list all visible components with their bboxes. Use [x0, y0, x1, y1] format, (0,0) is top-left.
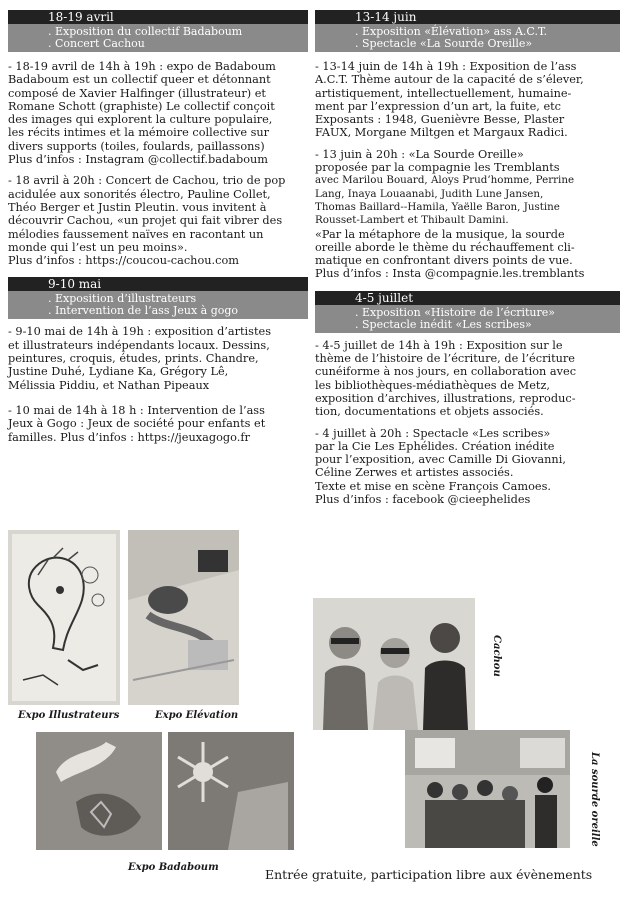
text-line: mélodies faussement naïves en racontant un — [8, 227, 264, 241]
left-column — [8, 10, 308, 444]
subtitle-bar-juillet — [315, 305, 620, 333]
subtitle-line: . Exposition du collectif Badaboum — [48, 25, 243, 38]
subtitle-line: . Intervention de l’ass Jeux à gogo — [48, 304, 239, 318]
text-line: cunéiforme à nos jours, en collaboration avec — [315, 365, 577, 379]
text-line: composé de Xavier Halfinger (illustrateur) et — [8, 86, 266, 100]
text-line: tion, documentations et objets associés. — [315, 405, 544, 419]
event-text-juin — [315, 60, 620, 281]
text-line: Justine Duhé, Lydiane Ka, Grégory Lê, — [8, 365, 229, 379]
subtitle-line: . Spectacle «La Sourde Oreille» — [355, 37, 533, 50]
text-line: artistiquement, intellectuellement, humaine- — [315, 86, 572, 100]
text-line: Romane Schott (graphiste) Le collectif conçoit — [8, 99, 275, 113]
text-line: proposée par la compagnie les Tremblants — [315, 161, 560, 175]
subtitle-line: . Exposition «Histoire de l’écriture» — [355, 305, 556, 319]
text-line: - 18-19 avril de 14h à 19h : expo de Badaboum — [8, 60, 276, 73]
text-line: monde qui l’est un peu moins». — [8, 240, 188, 254]
subtitle-bar-avril — [8, 24, 308, 52]
subtitle-bar-mai — [8, 291, 308, 319]
event-text-avril — [8, 60, 308, 267]
text-line: et illustrateurs indépendants locaux. Dessins, — [8, 338, 270, 352]
event-text-juillet — [315, 339, 620, 507]
photo-expo-elevation — [128, 530, 239, 705]
subtitle-bar-juin — [315, 24, 620, 52]
text-line: Exposants : 1948, Guenièvre Besse, Plaster — [315, 113, 565, 127]
text-line: - 18 avril à 20h : Concert de Cachou, trio de pop — [8, 174, 286, 188]
text-line: Plus d’infos : Insta @compagnie.les.tremblants — [315, 267, 585, 281]
date-bar-juillet: 4-5 juillet — [315, 291, 620, 305]
text-line: oreille aborde le thème du réchauffement cli- — [315, 240, 575, 254]
text-line: découvrir Cachou, «un projet qui fait vibrer des — [8, 214, 283, 228]
text-line: Badaboum est un collectif queer et détonnant — [8, 73, 271, 87]
caption-la-sourde-oreille: La sourde oreille — [589, 752, 600, 847]
text-line: Jeux à Gogo : Jeux de société pour enfants et — [8, 417, 266, 431]
text-line: FAUX, Morgane Miltgen et Margaux Radici. — [315, 126, 568, 140]
photo-expo-badaboum-1 — [36, 732, 162, 850]
text-line: Plus d’infos : facebook @cieephelides — [315, 493, 531, 507]
text-line: - 13-14 juin de 14h à 19h : Exposition de l’ass — [315, 60, 577, 73]
photo-cachou — [313, 598, 475, 730]
text-line: matique en confrontant divers points de vue. — [315, 254, 573, 268]
text-line: A.C.T. Thème autour de la capacité de s’élever, — [315, 73, 584, 87]
text-line: Plus d’infos : Instagram @collectif.badaboum — [8, 153, 268, 167]
room-illustration — [128, 530, 239, 705]
photo-la-sourde-oreille — [405, 730, 570, 848]
text-line: peintures, croquis, études, prints. Chandre, — [8, 352, 259, 366]
caption-expo-illustrateurs: Expo Illustrateurs — [18, 710, 120, 721]
text-line: des images qui explorent la culture populaire, — [8, 113, 273, 127]
date-bar-juin: 13-14 juin — [315, 10, 620, 24]
text-line: Théo Berger et Justin Pleutin. vous invitent à — [8, 200, 267, 214]
subtitle-line: . Exposition «Élévation» ass A.C.T. — [355, 25, 548, 38]
caption-expo-badaboum: Expo Badaboum — [128, 862, 219, 873]
text-line: Mélissia Piddiu, et Nathan Pipeaux — [8, 378, 210, 392]
photo-expo-badaboum-2 — [168, 732, 294, 850]
text-line: exposition d’archives, illustrations, reproduc- — [315, 391, 576, 405]
text-line: Lang, Inaya Louaanabi, Judith Lune Jansen, — [315, 187, 544, 200]
date-bar-mai: 9-10 mai — [8, 277, 308, 291]
photo-expo-illustrateurs — [8, 530, 120, 705]
footer-note: Entrée gratuite, participation libre aux évènements — [265, 867, 593, 882]
right-column — [315, 10, 620, 506]
text-line: par la Cie Les Ephélides. Création inédite — [315, 439, 555, 453]
text-line: acidulée aux sonorités électro, Pauline Collet, — [8, 187, 271, 201]
theatre-photo — [405, 730, 570, 848]
caption-expo-elevation: Expo Elévation — [155, 710, 239, 721]
sun-rug-illustration — [168, 732, 294, 850]
text-line: - 4-5 juillet de 14h à 19h : Exposition sur le — [315, 338, 563, 352]
text-line: Texte et mise en scène François Camoes. — [315, 479, 552, 493]
text-line: Thomas Baillard--Hamila, Yaëlle Baron, Justine — [315, 200, 560, 213]
text-line: les bibliothèques-médiathèques de Metz, — [315, 378, 551, 392]
text-line: thème de l’histoire de l’écriture, de l’écriture — [315, 352, 575, 366]
text-line: Céline Zerwes et artistes associés. — [315, 466, 514, 480]
text-line: divers supports (toiles, foulards, paillassons) — [8, 139, 265, 153]
band-photo — [313, 598, 475, 730]
text-line: ment par l’expression d’un art, la fuite, etc — [315, 99, 562, 113]
text-line: - 10 mai de 14h à 18 h : Intervention de l’ass — [8, 403, 265, 417]
text-line: Plus d’infos : https://coucou-cachou.com — [8, 254, 239, 268]
rug-illustration — [36, 732, 162, 850]
subtitle-line: . Concert Cachou — [48, 37, 145, 50]
text-line: «Par la métaphore de la musique, la sourde — [315, 227, 565, 241]
horse-illustration — [8, 530, 120, 705]
text-line: avec Marilou Bouard, Aloys Prud’homme, Perrine — [315, 174, 575, 187]
text-line: Rousset-Lambert et Thibault Damini. — [315, 214, 509, 227]
text-line: les récits intimes et la mémoire collective sur — [8, 126, 270, 140]
text-line: - 13 juin à 20h : «La Sourde Oreille» — [315, 147, 524, 161]
subtitle-line: . Exposition d’illustrateurs — [48, 292, 197, 306]
text-line: - 4 juillet à 20h : Spectacle «Les scribes» — [315, 426, 551, 440]
date-bar-avril: 18-19 avril — [8, 10, 308, 24]
subtitle-line: . Spectacle inédit «Les scribes» — [355, 317, 532, 331]
text-line: pour l’exposition, avec Camille Di Giovanni, — [315, 453, 566, 467]
event-text-mai — [8, 325, 308, 443]
text-line: - 9-10 mai de 14h à 19h : exposition d’artistes — [8, 325, 271, 339]
caption-cachou: Cachou — [491, 635, 502, 677]
text-line: familles. Plus d’infos : https://jeuxagogo.fr — [8, 430, 250, 444]
